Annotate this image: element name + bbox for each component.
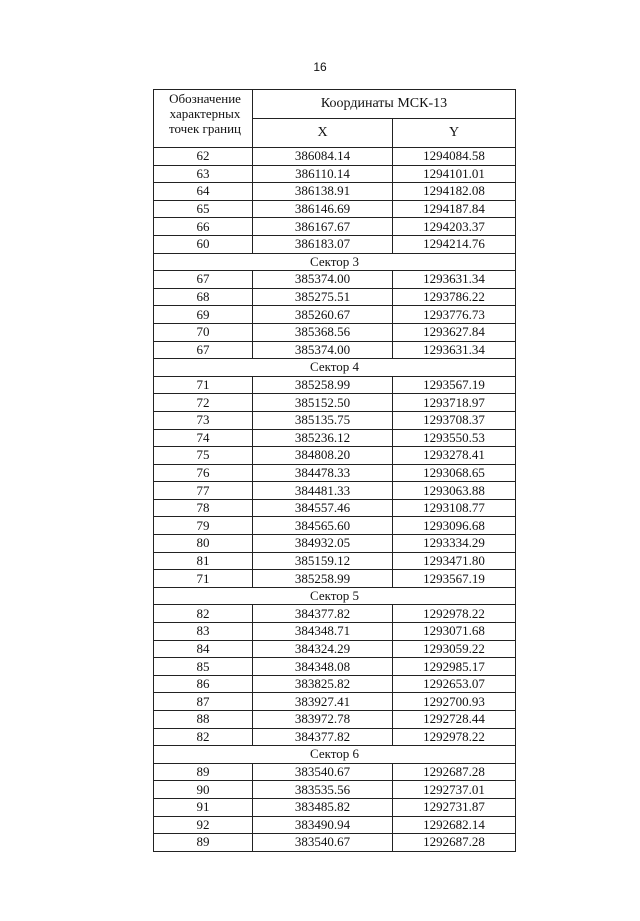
sector-row	[154, 359, 516, 377]
header-point-designation: Обозначение характерных точек границ	[154, 90, 253, 148]
y-cell: 1294187.84	[393, 200, 516, 218]
point-cell: 83	[154, 623, 253, 641]
y-cell: 1293776.73	[393, 306, 516, 324]
table-row	[154, 183, 516, 201]
table-row	[154, 148, 516, 166]
x-cell: 384348.08	[253, 658, 393, 676]
table-row	[154, 288, 516, 306]
table-row	[154, 218, 516, 236]
x-cell: 383972.78	[253, 711, 393, 729]
y-cell: 1293063.88	[393, 482, 516, 500]
point-cell: 76	[154, 464, 253, 482]
point-cell: 80	[154, 535, 253, 553]
x-cell: 385152.50	[253, 394, 393, 412]
point-cell: 67	[154, 271, 253, 289]
point-cell: 63	[154, 165, 253, 183]
x-cell: 384377.82	[253, 605, 393, 623]
table-row	[154, 306, 516, 324]
table-row	[154, 376, 516, 394]
x-cell: 385374.00	[253, 341, 393, 359]
y-cell: 1293550.53	[393, 429, 516, 447]
point-cell: 74	[154, 429, 253, 447]
table-row	[154, 640, 516, 658]
y-cell: 1293631.34	[393, 271, 516, 289]
x-cell: 385135.75	[253, 411, 393, 429]
point-cell: 78	[154, 499, 253, 517]
table-row	[154, 323, 516, 341]
point-cell: 79	[154, 517, 253, 535]
point-cell: 88	[154, 711, 253, 729]
table-row	[154, 781, 516, 799]
x-cell: 385159.12	[253, 552, 393, 570]
point-cell: 70	[154, 323, 253, 341]
point-cell: 66	[154, 218, 253, 236]
y-cell: 1294084.58	[393, 148, 516, 166]
table-row	[154, 235, 516, 253]
point-cell: 91	[154, 798, 253, 816]
table-header	[154, 90, 516, 148]
table-row	[154, 271, 516, 289]
y-cell: 1294214.76	[393, 235, 516, 253]
table-row	[154, 552, 516, 570]
x-cell: 383540.67	[253, 834, 393, 852]
x-cell: 385275.51	[253, 288, 393, 306]
y-cell: 1293708.37	[393, 411, 516, 429]
y-cell: 1293631.34	[393, 341, 516, 359]
x-cell: 385258.99	[253, 570, 393, 588]
point-cell: 64	[154, 183, 253, 201]
point-cell: 73	[154, 411, 253, 429]
y-cell: 1293278.41	[393, 447, 516, 465]
x-cell: 384478.33	[253, 464, 393, 482]
table-row	[154, 834, 516, 852]
sector-label: Сектор 3	[154, 253, 516, 271]
y-cell: 1292682.14	[393, 816, 516, 834]
x-cell: 385374.00	[253, 271, 393, 289]
y-cell: 1293068.65	[393, 464, 516, 482]
table-body	[154, 148, 516, 852]
point-cell: 69	[154, 306, 253, 324]
y-cell: 1292728.44	[393, 711, 516, 729]
point-cell: 68	[154, 288, 253, 306]
table-row	[154, 200, 516, 218]
x-cell: 384348.71	[253, 623, 393, 641]
y-cell: 1293071.68	[393, 623, 516, 641]
x-cell: 386110.14	[253, 165, 393, 183]
x-cell: 386084.14	[253, 148, 393, 166]
y-cell: 1293627.84	[393, 323, 516, 341]
table-row	[154, 464, 516, 482]
y-cell: 1292700.93	[393, 693, 516, 711]
point-cell: 89	[154, 763, 253, 781]
x-cell: 384932.05	[253, 535, 393, 553]
y-cell: 1292687.28	[393, 763, 516, 781]
y-cell: 1292731.87	[393, 798, 516, 816]
table-row	[154, 429, 516, 447]
y-cell: 1294203.37	[393, 218, 516, 236]
point-cell: 82	[154, 728, 253, 746]
point-cell: 87	[154, 693, 253, 711]
table-row	[154, 623, 516, 641]
y-cell: 1294101.01	[393, 165, 516, 183]
table-row	[154, 517, 516, 535]
table-row	[154, 499, 516, 517]
x-cell: 383535.56	[253, 781, 393, 799]
y-cell: 1293718.97	[393, 394, 516, 412]
table-row	[154, 411, 516, 429]
x-cell: 383927.41	[253, 693, 393, 711]
x-cell: 385236.12	[253, 429, 393, 447]
y-cell: 1292978.22	[393, 728, 516, 746]
y-cell: 1293334.29	[393, 535, 516, 553]
y-cell: 1293567.19	[393, 570, 516, 588]
y-cell: 1293108.77	[393, 499, 516, 517]
sector-row	[154, 746, 516, 764]
table-row	[154, 693, 516, 711]
y-cell: 1292737.01	[393, 781, 516, 799]
point-cell: 72	[154, 394, 253, 412]
y-cell: 1292653.07	[393, 675, 516, 693]
table-row	[154, 570, 516, 588]
point-cell: 90	[154, 781, 253, 799]
point-cell: 82	[154, 605, 253, 623]
table-row	[154, 447, 516, 465]
x-cell: 383540.67	[253, 763, 393, 781]
header-coordinates-group: Координаты МСК-13	[253, 90, 516, 119]
sector-row	[154, 253, 516, 271]
point-cell: 85	[154, 658, 253, 676]
header-x: X	[253, 119, 393, 148]
table-row	[154, 341, 516, 359]
table-row	[154, 675, 516, 693]
x-cell: 386167.67	[253, 218, 393, 236]
y-cell: 1293059.22	[393, 640, 516, 658]
sector-label: Сектор 4	[154, 359, 516, 377]
y-cell: 1294182.08	[393, 183, 516, 201]
y-cell: 1293471.80	[393, 552, 516, 570]
point-cell: 92	[154, 816, 253, 834]
point-cell: 77	[154, 482, 253, 500]
y-cell: 1292687.28	[393, 834, 516, 852]
point-cell: 60	[154, 235, 253, 253]
x-cell: 386138.91	[253, 183, 393, 201]
point-cell: 62	[154, 148, 253, 166]
x-cell: 383485.82	[253, 798, 393, 816]
page-number: 16	[313, 60, 327, 74]
table-row	[154, 798, 516, 816]
table-row	[154, 816, 516, 834]
table-row	[154, 535, 516, 553]
point-cell: 75	[154, 447, 253, 465]
y-cell: 1293096.68	[393, 517, 516, 535]
x-cell: 385258.99	[253, 376, 393, 394]
header-y: Y	[393, 119, 516, 148]
x-cell: 383825.82	[253, 675, 393, 693]
x-cell: 385368.56	[253, 323, 393, 341]
x-cell: 384808.20	[253, 447, 393, 465]
sector-label: Сектор 6	[154, 746, 516, 764]
x-cell: 384481.33	[253, 482, 393, 500]
table-row	[154, 482, 516, 500]
x-cell: 386183.07	[253, 235, 393, 253]
x-cell: 384557.46	[253, 499, 393, 517]
point-cell: 81	[154, 552, 253, 570]
table-row	[154, 394, 516, 412]
sector-row	[154, 587, 516, 605]
coordinates-table	[153, 89, 516, 852]
table-row	[154, 658, 516, 676]
x-cell: 385260.67	[253, 306, 393, 324]
x-cell: 384324.29	[253, 640, 393, 658]
y-cell: 1292978.22	[393, 605, 516, 623]
point-cell: 89	[154, 834, 253, 852]
table-row	[154, 728, 516, 746]
x-cell: 384377.82	[253, 728, 393, 746]
point-cell: 71	[154, 376, 253, 394]
point-cell: 65	[154, 200, 253, 218]
table-row	[154, 165, 516, 183]
table-row	[154, 711, 516, 729]
y-cell: 1293567.19	[393, 376, 516, 394]
point-cell: 86	[154, 675, 253, 693]
x-cell: 384565.60	[253, 517, 393, 535]
x-cell: 383490.94	[253, 816, 393, 834]
y-cell: 1293786.22	[393, 288, 516, 306]
point-cell: 84	[154, 640, 253, 658]
table-row	[154, 763, 516, 781]
x-cell: 386146.69	[253, 200, 393, 218]
point-cell: 67	[154, 341, 253, 359]
table-row	[154, 605, 516, 623]
y-cell: 1292985.17	[393, 658, 516, 676]
sector-label: Сектор 5	[154, 587, 516, 605]
point-cell: 71	[154, 570, 253, 588]
